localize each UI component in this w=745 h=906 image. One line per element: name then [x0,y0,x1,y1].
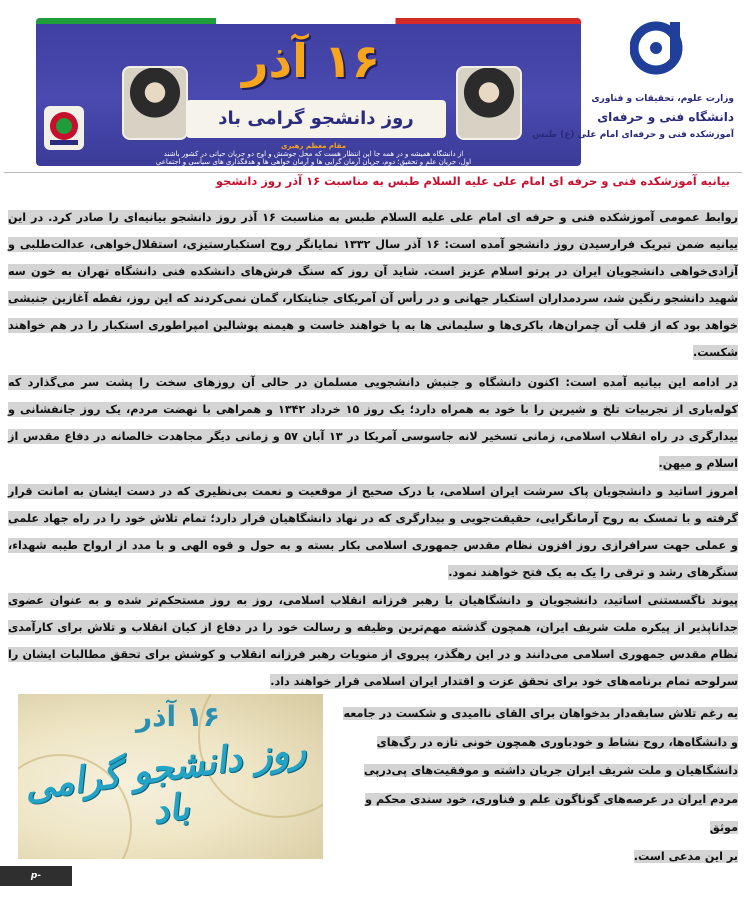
article-headline: بیانیه آموزشکده فنی و حرفه ای امام علی علیه السلام طبس به مناسبت ۱۶ آذر روز دانشجو [215,174,730,188]
poster-slogan: روز دانشجو گرامی باد [21,728,309,833]
tvu-logo-icon [630,18,692,82]
paragraph-text: در ادامه این بیانیه آمده است: اکنون دانشگاه و جنبش دانشجویی مسلمان در حالی آن روزهای سخت را پشت سر می‌گذارد که کوله‌باری از تجربیات تلخ و شیرین را با خود به همراه دارد؛ یک روز ۱۵ خرداد ۱۳۴۲ و همراهی با نهضت مردم، یک روز جانفشانی و بیدارگری در راه انقلاب اسلامی، زمانی تسخیر لانه جاسوسی آمریکا در ۱۳ آبان ۵۷ و زمانی دیگر مجاهدت خالصانه در دفاع مقدس از اسلام و میهن. [8,376,739,470]
leader-portrait-right [456,66,522,140]
closing-line: بر این مدعی است. [633,849,738,863]
article-paragraph [8,587,738,695]
emblem-logo [44,106,84,150]
college-name: آموزشکده فنی و حرفه‌ای امام علی (ع) طبس [532,130,734,140]
closing-line: مردم ایران در عرصه‌های گوناگون علم و فناوری، خود سندی محکم و موثق [365,792,738,834]
quote-line: از دانشگاه همیشه و در همه جا این انتظار هست که محل جوشش و اوج دو جریان حیاتی در کشور باشند [163,150,464,158]
paragraph-text: پیوند ناگسستنی اساتید، دانشجویان و دانشگاهیان با رهبر فرزانه انقلاب اسلامی، روز به روز مستحکم‌تر شده و به عنوان عضوی جداناپذیر از پیکره ملت شریف ایران، همچون گذشته مهم‌ترین وظیفه و رسالت خود را در دفاع از کیان انقلاب و تلاش برای کارآمدی نظام مقدس جمهوری اسلامی می‌دانند و در این رهگذر، پیروی از منویات رهبر فرزانه انقلاب و کوشش برای تحقق مطالبات ایشان را سرلوحه تمام برنامه‌های خود برای تحقق عزت و اقتدار ایران اسلامی قرار خواهند داد. [8,594,738,688]
university-name: دانشگاه فنی و حرفه‌ای [597,110,734,124]
ministry-name: وزارت علوم، تحقیقات و فناوری [591,94,734,104]
closing-line: و دانشگاه‌ها، روح نشاط و خودباوری همچون خونی تازه در رگ‌های [376,735,738,749]
closing-line: به رغم تلاش سابقه‌دار بدخواهان برای القای ناامیدی و شکست در جامعه [343,707,738,720]
banner-ribbon: روز دانشجو گرامی باد [186,100,446,138]
poster-title: ۱۶ آذر [136,700,221,733]
article-paragraph [8,369,738,477]
closing-paragraph [334,700,738,871]
paragraph-text: امروز اساتید و دانشجویان پاک سرشت ایران اسلامی، با درک صحیح از موقعیت و نعمت بی‌نظیری که در دست ایشان به امانت قرار گرفته و با تمسک به روح آرمانگرایی، حقیقت‌جویی و بیدارگری که در نهاد دانشگاهیان قرار دارد؛ تمام تلاش خود را در راه جهاد علمی و عملی جهت سرافرازی روز افزون نظام مقدس جمهوری اسلامی بکار بسته و به حول و قوه الهی و با مدد از ارواح طیبه شهداء، سنگرهای رشد و ترقی را یک به یک فتح خواهند نمود. [8,485,738,579]
closing-line: دانشگاهیان و ملت شریف ایران جریان داشته و موفقیت‌های پی‌درپی [363,764,738,777]
divider [4,172,742,173]
student-day-poster [18,694,323,859]
header-banner [36,18,581,166]
leader-portrait-left [122,66,188,140]
article-paragraph [8,204,738,366]
banner-quote [106,142,521,166]
paragraph-text: روابط عمومی آموزشکده فنی و حرفه ای امام علی علیه السلام طبس به مناسبت ۱۶ آذر روز دانشجو بیانیه‌ای را صادر کرد. در این بیانیه ضمن تبریک فرارسیدن روز دانشجو آمده است: ۱۶ آذر سال ۱۳۳۲ نمایانگر روح استکبارستیزی، استقلال‌خواهی، عدالت‌طلبی و آزادی‌خواهی دانشجویان ایران در پرتو اسلام عزیز است. شاید آن روز که سنگ فرش‌های دانشکده فنی دانشگاه تهران به خون سه شهید دانشجو رنگین شد، سردمداران استکبار جهانی و در رأس آن آمریکای جنایتکار، گمان نمی‌کردند که این روز، نقطه آغازین جنبشی خواهد بود که از قلب آن چمران‌ها، باکری‌ها و سلیمانی ها به پا خواهند خاست و هیمنه پوشالین امپراطوری استکبار را در هم خواهند شکست. [8,211,739,359]
emblem-icon [44,106,84,150]
article-paragraph [8,478,738,586]
site-url-link[interactable]: p-tabas.tvu.ac.ir [0,866,72,886]
quote-line: اول، جریان علم و تحقیق؛ دوم، جریان آرمان گرایی ها و آرمان خواهی ها و هدفگذاری های سیاسی و اجتماعی [155,158,472,166]
quote-label: مقام معظم رهبری [280,142,347,150]
university-logo [532,14,734,164]
banner-title: ۱۶ آذر [241,34,381,88]
flag-stripe [36,18,581,24]
